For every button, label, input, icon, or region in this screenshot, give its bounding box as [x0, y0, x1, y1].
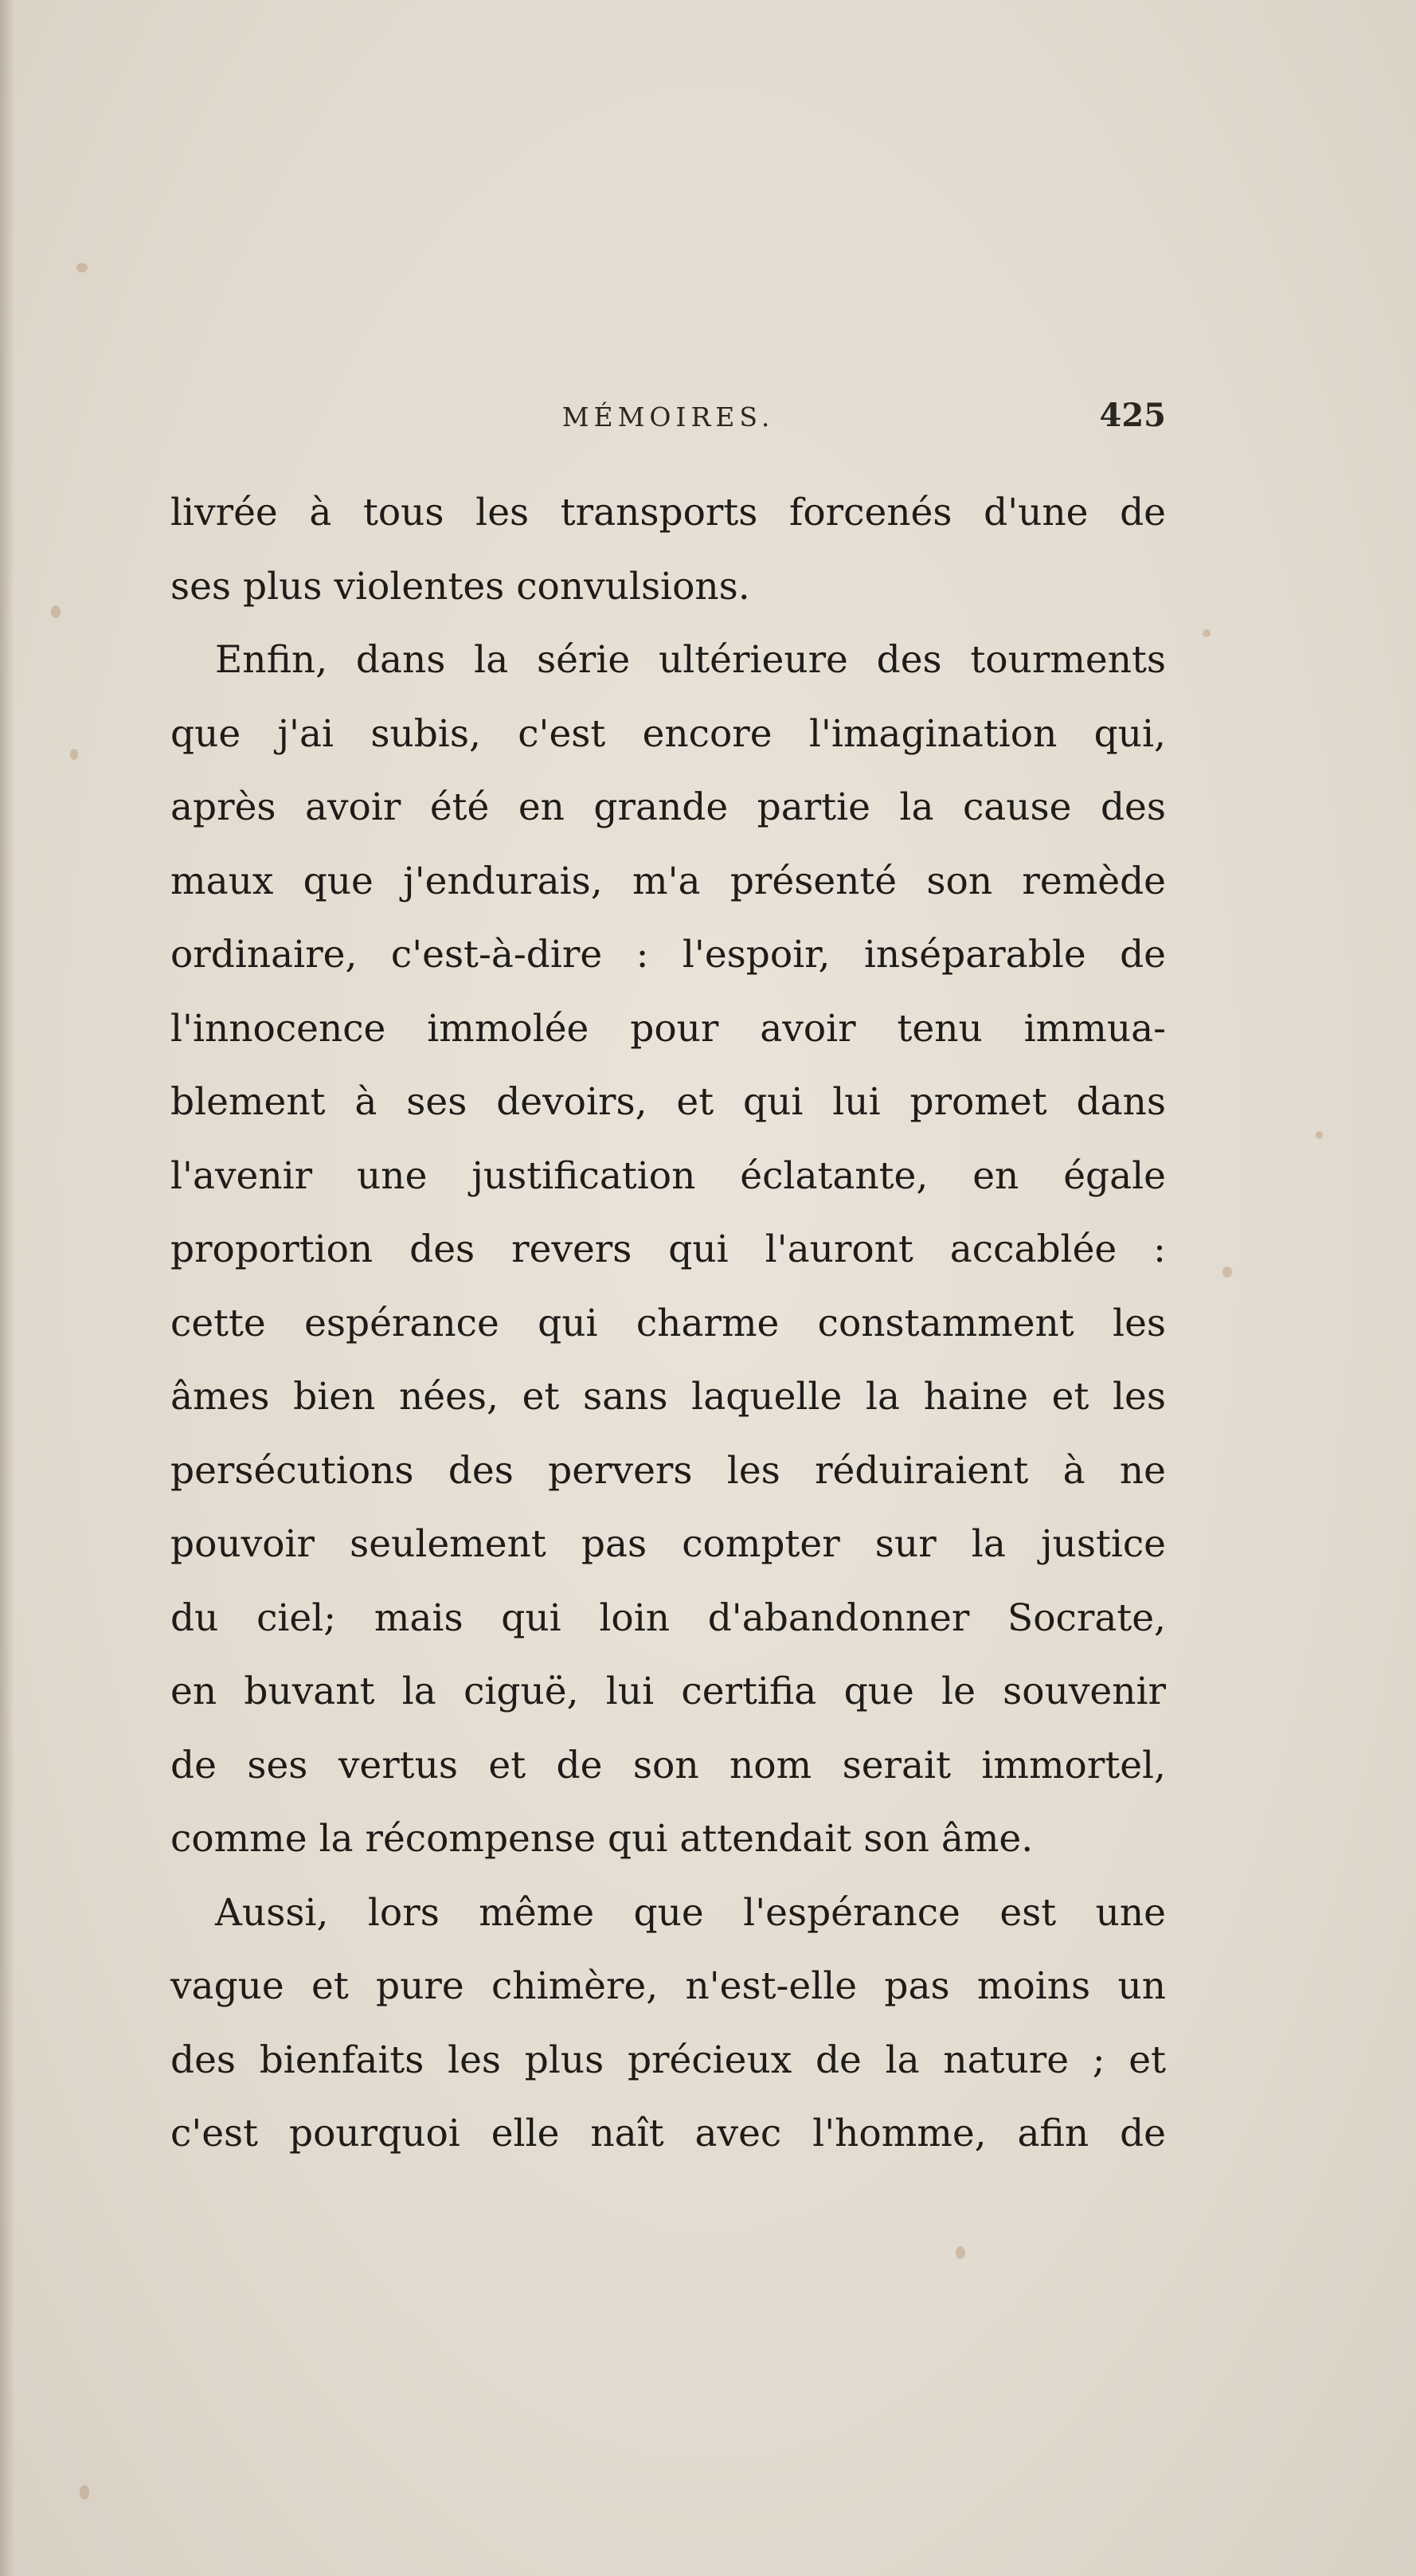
text-line: blement à ses devoirs, et qui lui promet dans [170, 1080, 1166, 1124]
foxing-spot [80, 2485, 89, 2500]
body-text [170, 476, 1166, 2171]
foxing-spot [1316, 1131, 1323, 1139]
text-line: de ses vertus et de son nom serait immortel, [170, 1743, 1166, 1787]
running-head-title: MÉMOIRES. [561, 401, 775, 433]
text-line: vague et pure chimère, n'est-elle pas moins un [170, 1964, 1166, 2008]
text-line: Aussi, lors même que l'espérance est une [215, 1890, 1166, 1935]
running-head [170, 390, 1166, 446]
text-line: livrée à tous les transports forcenés d'une de [170, 491, 1166, 534]
text-line: que j'ai subis, c'est encore l'imagination qui, [170, 711, 1166, 756]
text-line: comme la récompense qui attendait son âme. [170, 1817, 1034, 1861]
page-gutter-shadow [0, 0, 14, 2576]
page-number: 425 [1099, 397, 1166, 434]
foxing-spot [51, 605, 61, 618]
text-line: en buvant la ciguë, lui certifia que le souvenir [170, 1670, 1166, 1713]
foxing-spot [1203, 629, 1211, 637]
text-line: maux que j'endurais, m'a présenté son remède [170, 859, 1166, 903]
foxing-spot [1222, 1266, 1232, 1278]
text-line: des bienfaits les plus précieux de la nature ; et [170, 2038, 1166, 2082]
text-line: Enfin, dans la série ultérieure des tourments [215, 638, 1166, 682]
text-line: l'avenir une justification éclatante, en égale [170, 1153, 1166, 1198]
text-line: du ciel; mais qui loin d'abandonner Socrate, [170, 1595, 1166, 1640]
text-line: proportion des revers qui l'auront accablée : [170, 1227, 1166, 1271]
foxing-spot [70, 749, 78, 760]
text-line: âmes bien nées, et sans laquelle la haine et les [170, 1375, 1166, 1419]
text-line: l'innocence immolée pour avoir tenu immua- [170, 1006, 1166, 1051]
text-line: après avoir été en grande partie la cause des [170, 785, 1166, 829]
foxing-spot [956, 2246, 965, 2259]
text-line: persécutions des pervers les réduiraient à ne [170, 1448, 1166, 1493]
foxing-spot [76, 263, 88, 272]
text-line: cette espérance qui charme constamment les [170, 1301, 1166, 1345]
text-line: c'est pourquoi elle naît avec l'homme, afin de [170, 2112, 1166, 2155]
text-line: ses plus violentes convulsions. [170, 564, 750, 609]
text-line: ordinaire, c'est-à-dire : l'espoir, inséparable de [170, 933, 1166, 977]
text-line: pouvoir seulement pas compter sur la justice [170, 1522, 1166, 1566]
